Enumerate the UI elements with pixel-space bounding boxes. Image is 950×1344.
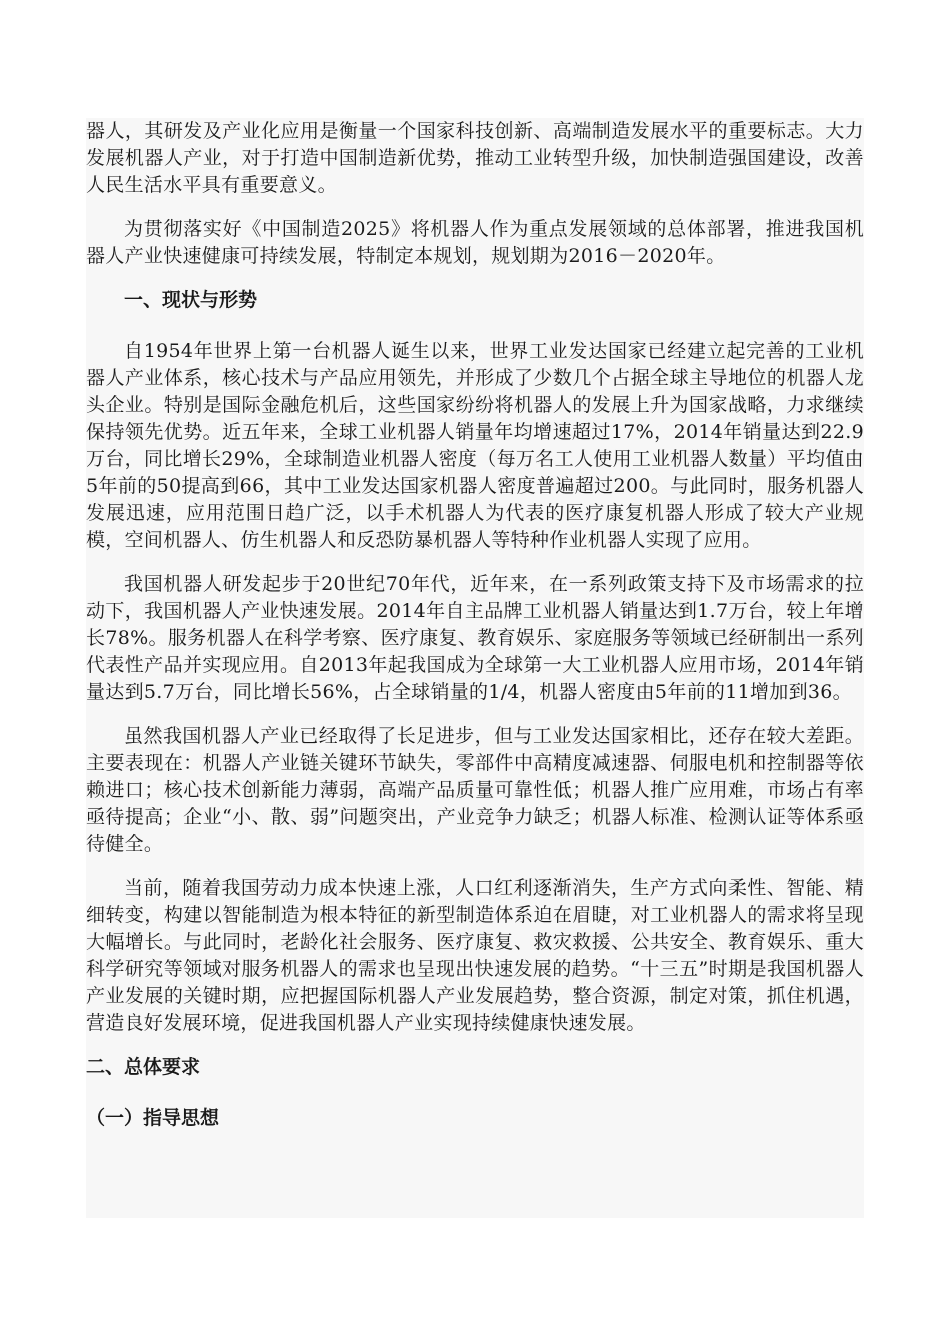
paragraph-global-status: 自1954年世界上第一台机器人诞生以来，世界工业发达国家已经建立起完善的工业机器人产业体系，核心技术与产品应用领先，并形成了少数几个占据全球主导地位的机器人龙头企业。特别是国际金融危机后，这些国家纷纷将机器人的发展上升为国家战略，力求继续保持领先优势。近五年来，全球工业机器人销量年均增速超过17%，2014年销量达到22.9万台，同比增长29%，全球制造业机器人密度（每万名工人使用工业机器人数量）平均值由5年前的50提高到66，其中工业发达国家机器人密度普遍超过200。与此同时，服务机器人发展迅速，应用范围日趋广泛，以手术机器人为代表的医疗康复机器人形成了较大产业规模，空间机器人、仿生机器人和反恐防暴机器人等特种作业机器人实现了应用。	[86, 340, 864, 551]
paragraph-current: 当前，随着我国劳动力成本快速上涨，人口红利逐渐消失，生产方式向柔性、智能、精细转变，构建以智能制造为根本特征的新型制造体系迫在眉睫，对工业机器人的需求将呈现大幅增长。与此同时，老龄化社会服务、医疗康复、救灾救援、公共安全、教育娱乐、重大科学研究等领域对服务机器人的需求也呈现出快速发展的趋势。“十三五”时期是我国机器人产业发展的关键时期，应把握国际机器人产业发展趋势，整合资源，制定对策，抓住机遇，营造良好发展环境，促进我国机器人产业实现持续健康快速发展。	[86, 877, 864, 1034]
document-body	[86, 118, 864, 1156]
paragraph-intro: 器人，其研发及产业化应用是衡量一个国家科技创新、高端制造发展水平的重要标志。大力发展机器人产业，对于打造中国制造新优势，推动工业转型升级，加快制造强国建设，改善人民生活水平具有重要意义。	[86, 120, 864, 196]
paragraph-purpose: 为贯彻落实好《中国制造2025》将机器人作为重点发展领域的总体部署，推进我国机器人产业快速健康可持续发展，特制定本规划，规划期为2016－2020年。	[86, 218, 864, 267]
paragraph-gap: 虽然我国机器人产业已经取得了长足进步，但与工业发达国家相比，还存在较大差距。主要表现在：机器人产业链关键环节缺失，零部件中高精度减速器、伺服电机和控制器等依赖进口；核心技术创新能力薄弱，高端产品质量可靠性低；机器人推广应用难，市场占有率亟待提高；企业“小、散、弱”问题突出，产业竞争力缺乏；机器人标准、检测认证等体系亟待健全。	[86, 725, 864, 855]
paragraph-china-status: 我国机器人研发起步于20世纪70年代，近年来，在一系列政策支持下及市场需求的拉动下，我国机器人产业快速发展。2014年自主品牌工业机器人销量达到1.7万台，较上年增长78%。服务机器人在科学考察、医疗康复、教育娱乐、家庭服务等领域已经研制出一系列代表性产品并实现应用。自2013年起我国成为全球第一大工业机器人应用市场，2014年销量达到5.7万台，同比增长56%，占全球销量的1/4，机器人密度由5年前的11增加到36。	[86, 573, 864, 703]
subsection-heading-guiding-ideology: （一）指导思想	[86, 1107, 220, 1129]
section-heading-requirements: 二、总体要求	[86, 1056, 201, 1078]
section-heading-status: 一、现状与形势	[124, 289, 258, 311]
